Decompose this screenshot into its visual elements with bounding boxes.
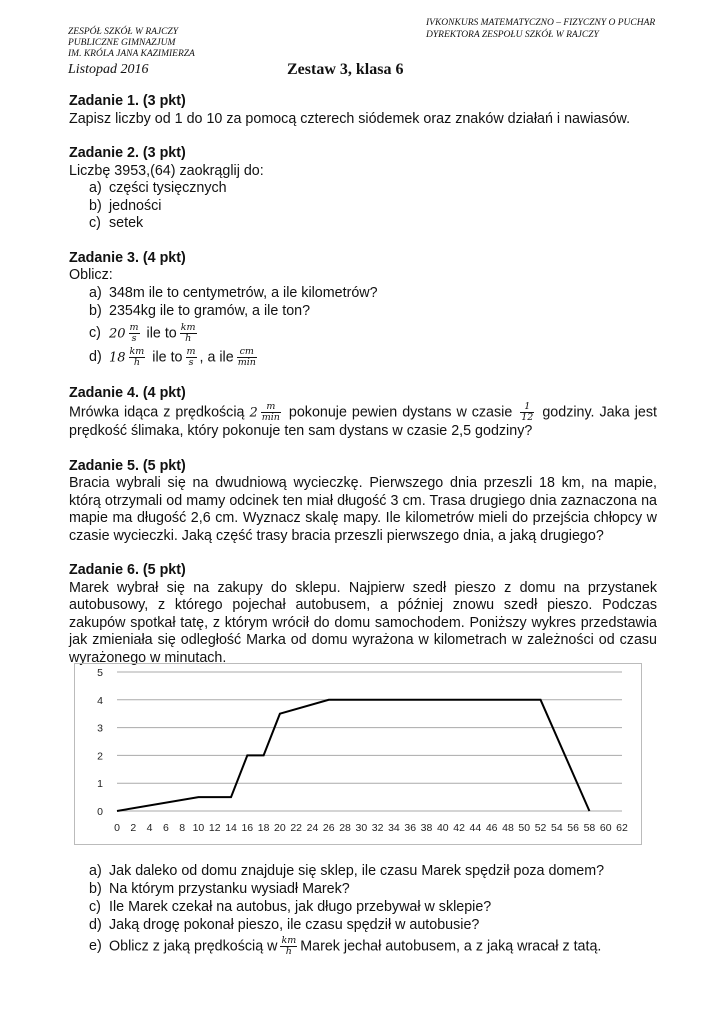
unit-fraction: $\frac{km}{h}$ — [129, 345, 145, 368]
x-tick-label: 46 — [485, 822, 498, 834]
x-tick-label: 26 — [322, 822, 335, 834]
task-2-text: Liczbę 3953,(64) zaokrąglij do: — [69, 162, 264, 179]
value: 20 — [109, 325, 126, 341]
contest-name: IVKONKURS MATEMATYCZNO – FIZYCZNY O PUCHAR — [426, 18, 656, 28]
x-tick-label: 48 — [502, 822, 514, 834]
task-1 — [69, 93, 657, 128]
y-tick-label: 4 — [97, 694, 103, 707]
question-a: a) Jak daleko od domu znajduje się sklep, ile czasu Marek spędził poza domem? — [89, 863, 605, 879]
x-tick-label: 30 — [355, 822, 368, 834]
task-3-title: Zadanie 3. (4 pkt) — [69, 249, 186, 266]
x-tick-label: 60 — [599, 822, 612, 834]
y-tick-label: 0 — [97, 806, 103, 818]
x-tick-label: 22 — [290, 822, 303, 834]
y-tick-label: 1 — [97, 778, 103, 791]
x-tick-label: 32 — [371, 822, 384, 834]
task-3-text: Oblicz: — [69, 267, 113, 283]
x-tick-label: 14 — [225, 822, 237, 834]
distance-time-chart — [74, 663, 642, 845]
task-4-text: Mrówka idąca z prędkością 2 $\frac{m}{\min}$ pokonuje pewien dystans w czasie $\frac{1}{12}$ godziny. Jaka jest prędkość ślimaka, który pokonuje ten sam dystans w czasie 2,5 godziny? — [69, 401, 657, 439]
task-1-title: Zadanie 1. (3 pkt) — [69, 93, 186, 109]
speed-fraction: $\frac{m}{\min}$ — [261, 401, 280, 423]
task-3-item-a: a) 348m ile to centymetrów, a ile kilometrów? — [89, 284, 378, 301]
question-c: c) Ile Marek czekał na autobus, jak długo przebywał w sklepie? — [89, 899, 492, 915]
school-patron: IM. KRÓLA JANA KAZIMIERZA — [68, 49, 195, 59]
x-tick-label: 54 — [550, 822, 563, 834]
task-3-item-d: d) 18 $\frac{km}{h}$ ile to $\frac{m}{s}$ , a ile $\frac{cm}{\min}$ — [89, 345, 256, 368]
chart-svg — [75, 664, 641, 844]
task-2 — [69, 145, 657, 233]
x-tick-label: 2 — [130, 822, 137, 834]
x-tick-label: 44 — [469, 822, 482, 834]
x-tick-label: 40 — [436, 822, 449, 834]
y-tick-label: 5 — [97, 667, 103, 679]
question-b: b) Na którym przystanku wysiadł Marek? — [89, 881, 350, 897]
task-1-text: Zapisz liczby od 1 do 10 za pomocą czterech siódemek oraz znaków działań i nawiasów. — [69, 110, 631, 127]
task-2-item-a: a) części tysięcznych — [89, 180, 227, 196]
y-tick-label: 3 — [97, 722, 103, 735]
x-tick-label: 52 — [534, 822, 547, 834]
task-5-text: Bracia wybrali się na dwudniową wycieczkę. Pierwszego dnia przeszli 18 km, na mapie, którą otrzymali od mamy odcinek ten miał długość 3 cm. Trasa drugiego dnia zaznaczona na mapie ma długość 2,6 cm. Wyznacz skalę mapy. Ile kilometrów mieli do przejścia chłopcy w czasie wycieczki. Jaką część trasy bracia przeszli pierwszego dnia, a jaką drugiego? — [69, 475, 657, 544]
task-3 — [69, 250, 657, 368]
x-tick-label: 8 — [179, 822, 186, 834]
task-3-item-b: b) 2354kg ile to gramów, a ile ton? — [89, 303, 311, 319]
x-tick-label: 36 — [404, 822, 417, 834]
task-3-items — [69, 285, 657, 368]
task-2-title: Zadanie 2. (3 pkt) — [69, 145, 186, 161]
time-fraction: $\frac{1}{12}$ — [521, 401, 534, 423]
task-4-title: Zadanie 4. (4 pkt) — [69, 384, 186, 401]
task-6-title: Zadanie 6. (5 pkt) — [69, 562, 186, 578]
x-tick-label: 12 — [208, 822, 221, 834]
x-tick-label: 42 — [453, 822, 465, 834]
x-tick-label: 28 — [339, 822, 351, 834]
exam-date: Listopad 2016 — [68, 62, 149, 77]
question-d: d) Jaką drogę pokonał pieszo, ile czasu spędził w autobusie? — [89, 917, 480, 933]
task-4 — [69, 385, 657, 441]
x-tick-label: 20 — [274, 822, 286, 834]
x-tick-label: 0 — [114, 822, 120, 834]
task-5 — [69, 458, 657, 546]
value: 18 — [109, 349, 126, 365]
x-tick-label: 56 — [567, 822, 579, 834]
task-2-item-c: c) setek — [89, 215, 144, 231]
x-tick-label: 18 — [257, 822, 270, 834]
task-6 — [69, 562, 657, 667]
x-tick-label: 24 — [306, 822, 319, 834]
school-type: PUBLICZNE GIMNAZJUM — [68, 38, 176, 48]
set-title: Zestaw 3, klasa 6 — [287, 61, 404, 78]
contest-sponsor: DYREKTORA ZESPOŁU SZKÓŁ W RAJCZY — [426, 30, 599, 40]
x-tick-label: 58 — [583, 822, 596, 834]
y-tick-label: 2 — [97, 750, 103, 763]
x-tick-label: 62 — [616, 822, 628, 834]
school-name: ZESPÓŁ SZKÓŁ W RAJCZY — [68, 27, 179, 37]
x-tick-label: 34 — [388, 822, 400, 834]
task-6-questions — [89, 862, 669, 957]
question-e: e) Oblicz z jaką prędkością w $\frac{km}{h}$ Marek jechał autobusem, a z jaką wracał z tatą. — [89, 935, 602, 957]
task-3-item-c: c) 20 $\frac{m}{s}$ ile to $\frac{km}{h}$ — [89, 321, 196, 344]
x-tick-label: 38 — [420, 822, 433, 834]
unit-fraction: $\frac{km}{h}$ — [180, 321, 196, 344]
unit-fraction: $\frac{cm}{\min}$ — [237, 345, 256, 368]
task-2-items — [69, 180, 657, 233]
task-2-item-b: b) jedności — [89, 197, 162, 214]
unit-fraction: $\frac{m}{s}$ — [186, 345, 196, 368]
x-tick-label: 6 — [162, 822, 169, 834]
unit-fraction: $\frac{m}{s}$ — [129, 321, 139, 344]
x-tick-label: 50 — [518, 822, 531, 834]
x-tick-label: 4 — [146, 822, 153, 834]
x-tick-label: 16 — [241, 822, 254, 834]
task-5-title: Zadanie 5. (5 pkt) — [69, 457, 186, 474]
school-header — [68, 27, 195, 60]
tasks-content — [69, 93, 657, 684]
task-6-text: Marek wybrał się na zakupy do sklepu. Najpierw szedł pieszo z domu na przystanek autobusowy, z którego pojechał autobusem, a później znowu szedł pieszo. Podczas zakupów spotkał tatę, z którym wrócił do domu samochodem. Poniższy wykres przedstawia jak zmieniała się odległość Marka od domu wyrażona w kilometrach w zależności od czasu wyrażonego w minutach. — [69, 579, 657, 666]
contest-header — [426, 17, 655, 41]
unit-fraction: $\frac{km}{h}$ — [281, 935, 297, 957]
x-tick-label: 10 — [192, 822, 205, 834]
